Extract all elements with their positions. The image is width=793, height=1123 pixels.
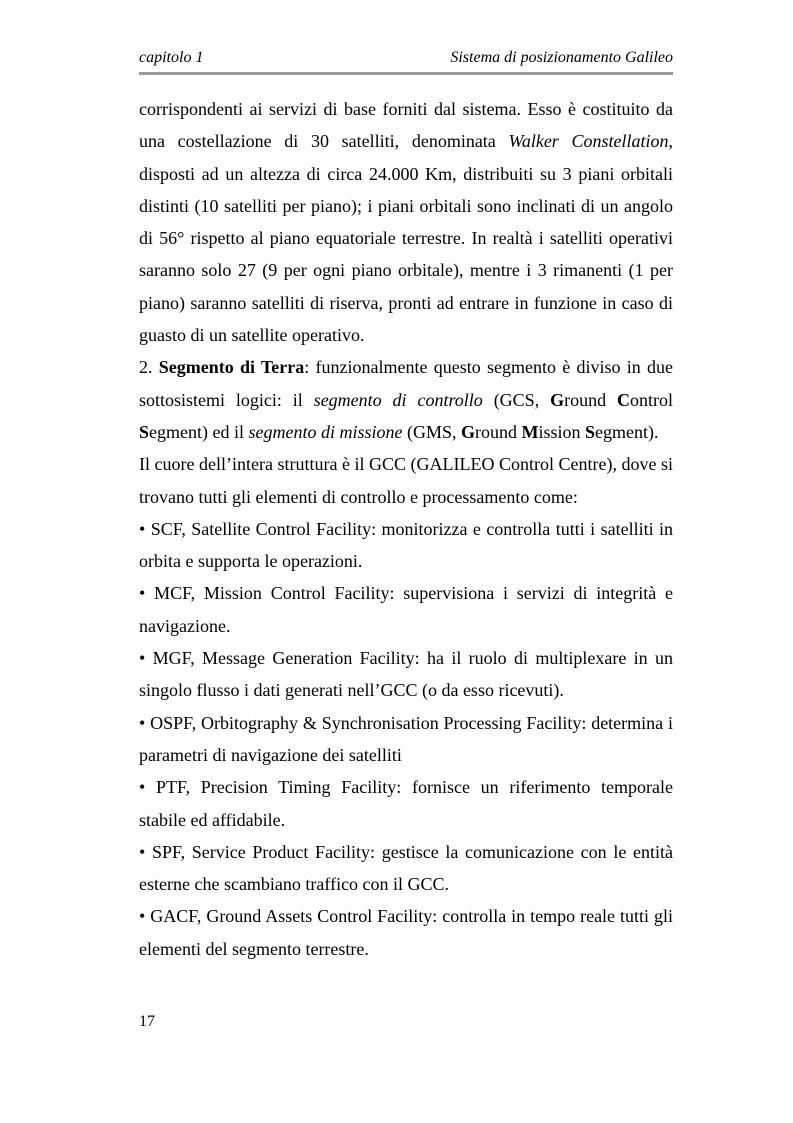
paragraph-gcc: Il cuore dell’intera struttura è il GCC (GALILEO Control Centre), dove si trovano tutti gli elementi di controllo e processamento come: — [139, 454, 673, 507]
bullet-item: • MCF, Mission Control Facility: supervisiona i servizi di integrità e navigazione. — [139, 583, 673, 636]
walker-constellation-term: Walker Constellation — [508, 131, 669, 152]
ground-segment-heading: Segmento di Terra — [158, 357, 305, 378]
header-title: Sistema di posizionamento Galileo — [450, 49, 673, 66]
page-number: 17 — [139, 1013, 155, 1030]
bullet-item: • PTF, Precision Timing Facility: fornisce un riferimento temporale stabile ed affidabile. — [139, 777, 673, 830]
bullet-item: • MGF, Message Generation Facility: ha il ruolo di multiplexare in un singolo flusso i dati generati nell’GCC (o da esso ricevuti). — [139, 648, 673, 701]
bullet-item: • SPF, Service Product Facility: gestisce la comunicazione con le entità esterne che scambiano traffico con il GCC. — [139, 841, 673, 895]
paragraph-constellation: corrispondenti ai servizi di base forniti dal sistema. Esso è costituito da una costellazione di 30 satelliti, denominata Walker Constellation, disposti ad un altezza di circa 24.000 Km, distribuiti su 3 piani orbitali distinti (10 satelliti per piano); i piani orbitali sono inclinati di un angolo di 56° rispetto al piano equatoriale terrestre. In realtà i satelliti operativi saranno solo 27 (9 per ogni piano orbitale), mentre i 3 rimanenti (1 per piano) saranno satelliti di riserva, pronti ad entrare in funzione in caso di guasto di un satellite operativo. — [139, 99, 673, 346]
bullet-item: • SCF, Satellite Control Facility: monitorizza e controlla tutti i satelliti in orbita e supporta le operazioni. — [139, 518, 673, 572]
paragraph-ground-segment: 2. Segmento di Terra: funzionalmente questo segmento è diviso in due sottosistemi logici: il segmento di controllo (GCS, Ground Control Segment) ed il segmento di missione (GMS, Ground Mission Segment). — [139, 357, 673, 442]
bullet-item: • GACF, Ground Assets Control Facility: controlla in tempo reale tutti gli elementi del segmento terrestre. — [139, 906, 673, 959]
header-chapter: capitolo 1 — [139, 49, 204, 66]
bullet-item: • OSPF, Orbitography & Synchronisation Processing Facility: determina i parametri di navigazione dei satelliti — [139, 712, 673, 765]
page-header — [139, 44, 673, 75]
main-text — [139, 93, 673, 965]
